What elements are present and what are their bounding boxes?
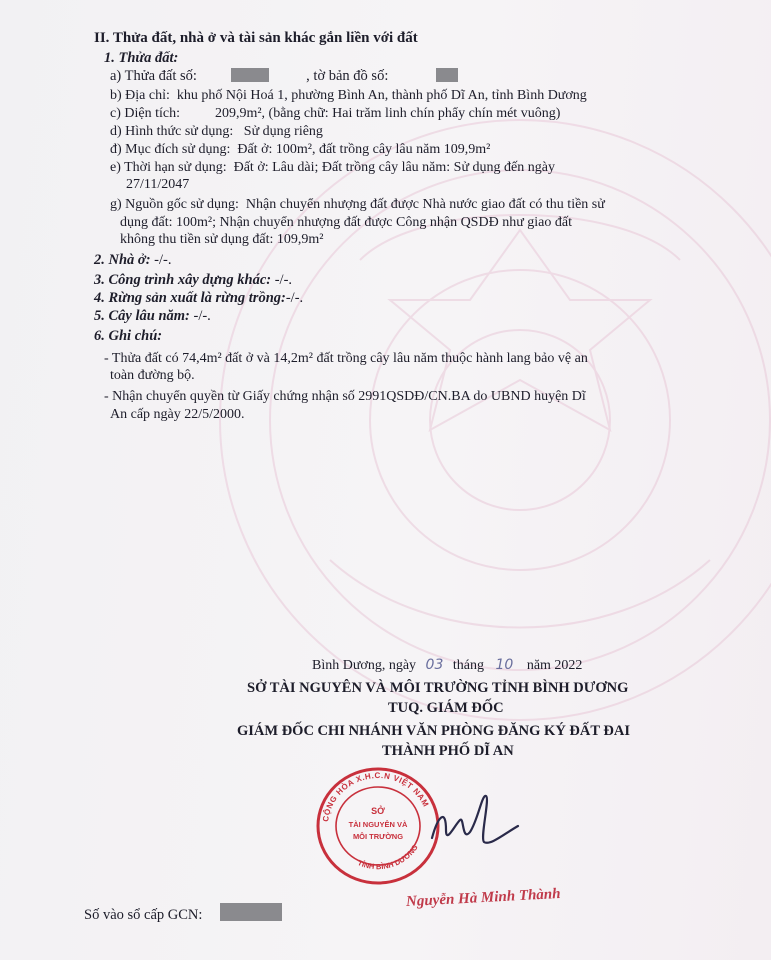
date-month-label: tháng xyxy=(452,658,484,673)
section-title: II. Thửa đất, nhà ở và tài sản khác gắn liền với đất xyxy=(94,30,418,46)
origin-line-2: dụng đất: 100m²; Nhận chuyển nhượng đất được Công nhận QSDĐ như giao đất xyxy=(120,215,572,230)
house-value: -/-. xyxy=(150,252,172,268)
map-sheet-redaction xyxy=(436,68,458,82)
house-row xyxy=(94,252,171,268)
construction-value: -/-. xyxy=(271,272,293,288)
construction-row xyxy=(94,272,292,288)
parcel-number-label: a) Thửa đất số: xyxy=(110,68,197,84)
forest-value: -/-. xyxy=(285,290,304,306)
authorization-line: TUQ. GIÁM ĐỐC xyxy=(388,700,504,716)
note-2-line-2: An cấp ngày 22/5/2000. xyxy=(110,407,245,422)
signing-date xyxy=(312,657,582,674)
land-parcel-row xyxy=(110,68,458,84)
note-2-line-1: - Nhận chuyển quyền từ Giấy chứng nhận số 2991QSDĐ/CN.BA do UBND huyện Dĩ xyxy=(104,389,586,404)
usage-term-line: e) Thời hạn sử dụng: Đất ở: Lâu dài; Đất trồng cây lâu năm: Sử dụng đến ngày xyxy=(110,160,555,175)
registry-label: Số vào sổ cấp GCN: xyxy=(84,907,203,923)
usage-form-line: d) Hình thức sử dụng: Sử dụng riêng xyxy=(110,124,323,139)
trees-row xyxy=(94,308,211,324)
trees-heading: 5. Cây lâu năm: xyxy=(94,308,190,324)
seal-center-2: TÀI NGUYÊN VÀ xyxy=(348,820,408,829)
house-heading: 2. Nhà ở: xyxy=(94,252,151,268)
date-year: năm 2022 xyxy=(526,658,583,673)
signer-name: Nguyễn Hà Minh Thành xyxy=(405,885,561,911)
origin-line-1: g) Nguồn gốc sử dụng: Nhận chuyển nhượng đất được Nhà nước giao đất có thu tiền sử xyxy=(110,197,605,212)
signer-title-2: THÀNH PHỐ DĨ AN xyxy=(382,743,514,759)
origin-line-3: không thu tiền sử dụng đất: 109,9m² xyxy=(120,232,324,247)
construction-heading: 3. Công trình xây dựng khác: xyxy=(94,272,272,288)
seal-center-3: MÔI TRƯỜNG xyxy=(352,832,404,841)
date-prefix: Bình Dương, ngày xyxy=(312,658,417,673)
forest-heading: 4. Rừng sản xuất là rừng trồng: xyxy=(94,290,286,306)
signer-title-1: GIÁM ĐỐC CHI NHÁNH VĂN PHÒNG ĐĂNG KÝ ĐẤT ĐAI xyxy=(237,723,630,739)
note-1-line-2: toàn đường bộ. xyxy=(110,368,195,383)
seal-center-1: SỞ xyxy=(371,806,385,816)
notes-heading: 6. Ghi chú: xyxy=(94,328,163,344)
handwritten-signature xyxy=(424,786,524,856)
note-1-line-1: - Thửa đất có 74,4m² đất ở và 14,2m² đất trồng cây lâu năm thuộc hành lang bảo vệ an xyxy=(104,351,588,366)
registry-number-redaction xyxy=(220,903,282,921)
seal-bottom-text: TỈNH BÌNH DƯƠNG xyxy=(356,842,420,872)
forest-row xyxy=(94,290,303,306)
map-sheet-label: , tờ bản đồ số: xyxy=(306,68,389,84)
date-day: 03 xyxy=(425,657,444,673)
usage-purpose-line: đ) Mục đích sử dụng: Đất ở: 100m², đất trồng cây lâu năm 109,9m² xyxy=(110,142,491,157)
issuing-org: SỞ TÀI NGUYÊN VÀ MÔI TRƯỜNG TỈNH BÌNH DƯƠNG xyxy=(247,680,629,696)
parcel-number-redaction xyxy=(231,68,269,82)
registry-row xyxy=(84,903,282,923)
land-heading: 1. Thửa đất: xyxy=(104,50,179,66)
trees-value: -/-. xyxy=(189,308,211,324)
usage-term-date: 27/11/2047 xyxy=(126,177,190,192)
address-line: b) Địa chỉ: khu phố Nội Hoá 1, phường Bình An, thành phố Dĩ An, tỉnh Bình Dương xyxy=(110,88,587,103)
svg-text:TỈNH BÌNH DƯƠNG xyxy=(356,843,420,871)
seal-ring-text: CỘNG HÒA X.H.C.N VIỆT NAM xyxy=(321,770,431,823)
date-month: 10 xyxy=(495,657,514,673)
area-line: c) Diện tích: 209,9m², (bằng chữ: Hai trăm linh chín phẩy chín mét vuông) xyxy=(110,106,561,121)
